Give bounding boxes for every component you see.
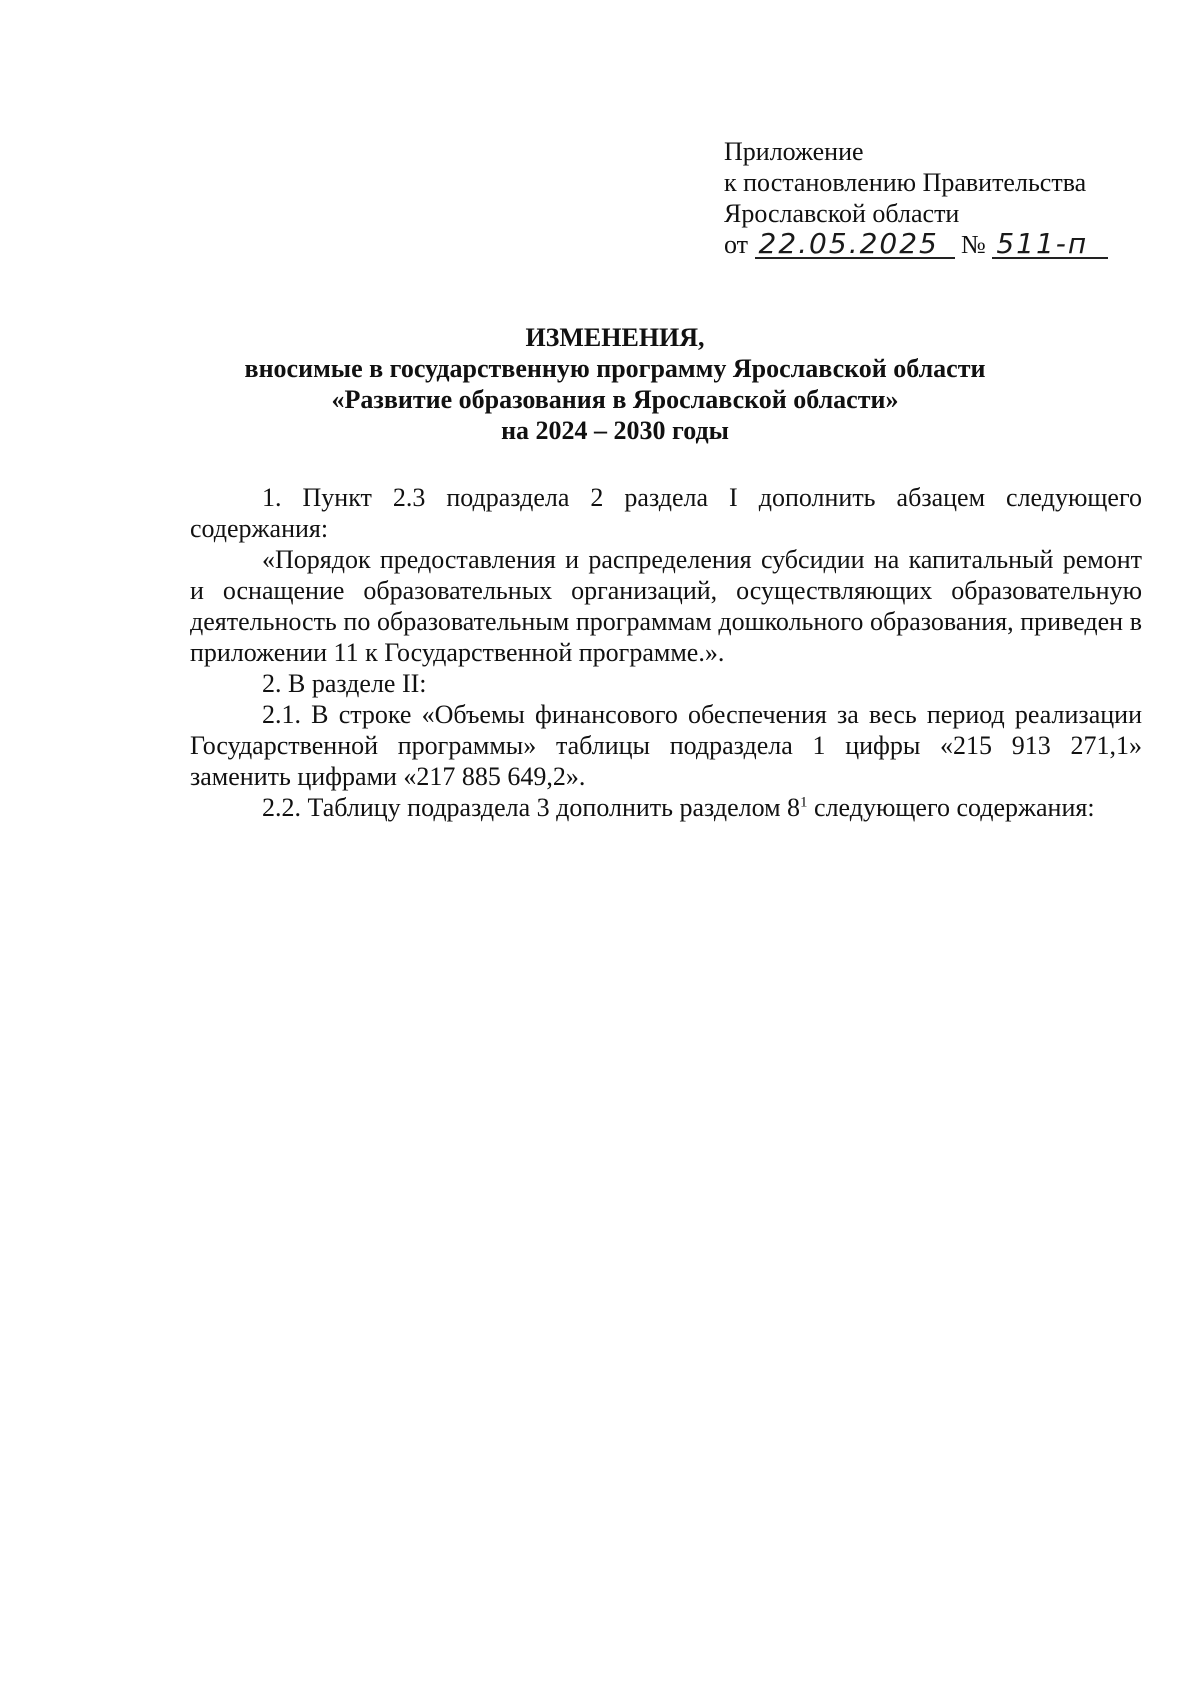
- paragraph-3: 2. В разделе II:: [262, 669, 427, 698]
- title-line-2: вносимые в государственную программу Ярославской области: [244, 354, 986, 383]
- paragraph-2: «Порядок предоставления и распределения субсидии на капитальный ремонт и оснащение образовательных организаций, осуществляющих образовательную деятельность по образовательным программам дошкольного образования, приведен в приложении 11 к Государственной программе.».: [190, 545, 1142, 667]
- title-line-3: «Развитие образования в Ярославской области»: [331, 385, 899, 414]
- handwritten-date: 22.05.2025: [755, 231, 955, 259]
- appendix-line-1: Приложение: [724, 137, 864, 166]
- paragraph-5-text-after: следующего содержания:: [807, 793, 1095, 822]
- appendix-header: [724, 136, 1144, 263]
- number-prefix: №: [961, 230, 986, 259]
- title-line-1: ИЗМЕНЕНИЯ,: [525, 323, 705, 352]
- date-prefix: от: [724, 230, 749, 259]
- handwritten-number: 511-п: [992, 231, 1108, 259]
- appendix-line-3: Ярославской области: [724, 199, 960, 228]
- paragraph-1: 1. Пункт 2.3 подраздела 2 раздела I дополнить абзацем следующего содержания:: [190, 483, 1142, 543]
- appendix-line-2: к постановлению Правительства: [724, 168, 1087, 197]
- document-body: [190, 482, 1142, 823]
- paragraph-5: [190, 792, 1142, 823]
- title-line-4: на 2024 – 2030 годы: [501, 416, 729, 445]
- paragraph-4: 2.1. В строке «Объемы финансового обеспечения за весь период реализации Государственной программы» таблицы подраздела 1 цифры «215 913 271,1» заменить цифрами «217 885 649,2».: [190, 700, 1142, 791]
- appendix-date-line: [724, 229, 1144, 263]
- document-title: [190, 322, 1040, 446]
- paragraph-5-text-before: 2.2. Таблицу подраздела 3 дополнить разделом 8: [262, 793, 801, 822]
- paragraph-5-superscript: 1: [800, 794, 808, 811]
